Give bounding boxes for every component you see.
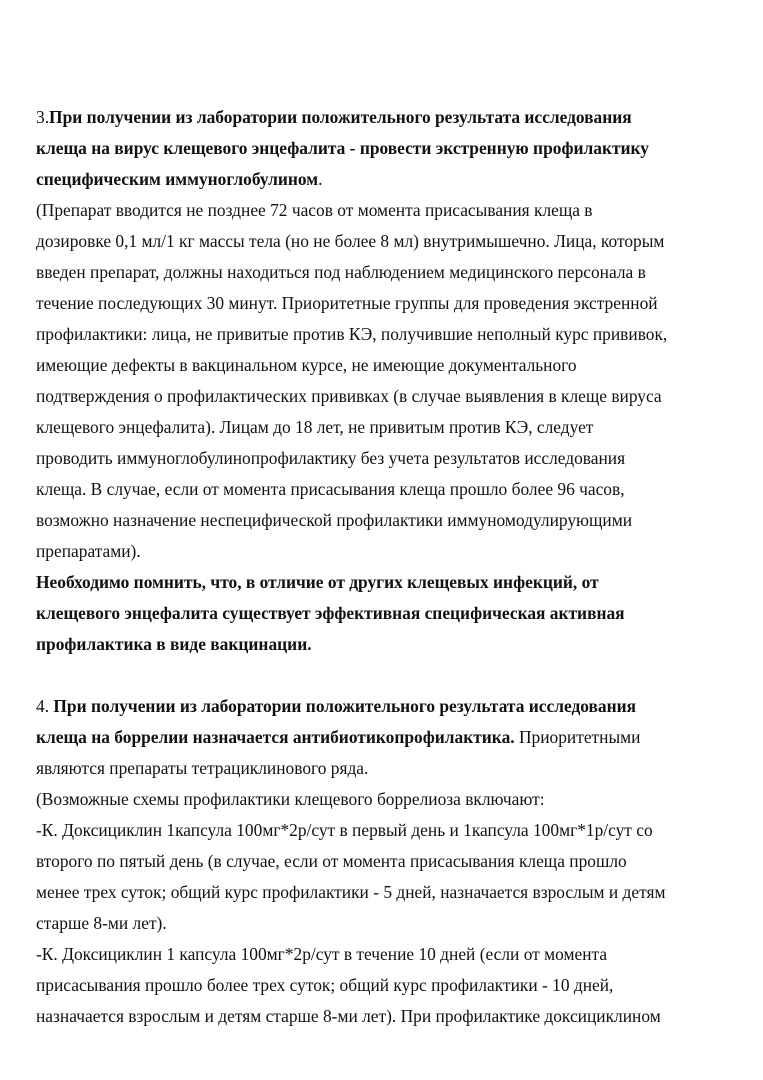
section-4-heading-text: При получении из лаборатории положительного результата исследования bbox=[53, 696, 637, 716]
section-4-body-line: назначается взрослым и детям старше 8-ми лет). При профилактике доксициклином bbox=[36, 1006, 661, 1026]
section-3-body-line: дозировке 0,1 мл/1 кг массы тела (но не более 8 мл) внутримышечно. Лица, которым bbox=[36, 231, 665, 251]
section-3-note-line: профилактика в виде вакцинации. bbox=[36, 634, 312, 654]
section-4-heading-line-1 bbox=[36, 691, 736, 722]
section-4-number: 4. bbox=[36, 696, 50, 716]
section-3-body-line: имеющие дефекты в вакцинальном курсе, не имеющие документального bbox=[36, 355, 577, 375]
section-3-body-line: клещевого энцефалита). Лицам до 18 лет, не привитым против КЭ, следует bbox=[36, 417, 594, 437]
section-3-heading-text: При получении из лаборатории положительного результата исследования bbox=[49, 107, 632, 127]
section-3-body-line: профилактики: лица, не привитые против КЭ, получившие неполный курс прививок, bbox=[36, 324, 668, 344]
section-3-heading-line-2: клеща на вирус клещевого энцефалита - провести экстренную профилактику bbox=[36, 138, 650, 158]
section-4-body-line: (Возможные схемы профилактики клещевого боррелиоза включают: bbox=[36, 789, 545, 809]
section-4-body-line: менее трех суток; общий курс профилактики - 5 дней, назначается взрослым и детям bbox=[36, 882, 666, 902]
section-3-body-line: течение последующих 30 минут. Приоритетные группы для проведения экстренной bbox=[36, 293, 658, 313]
section-4-body-line: -К. Доксициклин 1капсула 100мг*2р/сут в первый день и 1капсула 100мг*1р/сут со bbox=[36, 820, 653, 840]
section-4-heading-line-2: клеща на боррелии назначается антибиотикопрофилактика. Приоритетными bbox=[36, 727, 641, 747]
section-4-body-line: являются препараты тетрациклинового ряда. bbox=[36, 758, 369, 778]
section-3-note-line: Необходимо помнить, что, в отличие от других клещевых инфекций, от bbox=[36, 572, 599, 592]
section-3-body-line: проводить иммуноглобулинопрофилактику без учета результатов исследования bbox=[36, 448, 626, 468]
section-3-body-line: введен препарат, должны находиться под наблюдением медицинского персонала в bbox=[36, 262, 646, 282]
document-text bbox=[36, 102, 736, 1032]
section-4-body-line: второго по пятый день (в случае, если от момента присасывания клеща прошло bbox=[36, 851, 627, 871]
section-4-body-line: -К. Доксициклин 1 капсула 100мг*2р/сут в течение 10 дней (если от момента bbox=[36, 944, 608, 964]
paragraph-spacer bbox=[36, 660, 736, 691]
section-3-body-line: клеща. В случае, если от момента присасывания клеща прошло более 96 часов, bbox=[36, 479, 625, 499]
section-3-heading-line-1 bbox=[36, 102, 736, 133]
section-3-body-line: возможно назначение неспецифической профилактики иммуномодулирующими bbox=[36, 510, 633, 530]
section-3-number: 3. bbox=[36, 107, 50, 127]
section-3-heading-line-3: специфическим иммуноглобулином. bbox=[36, 169, 323, 189]
section-3-body-line: подтверждения о профилактических прививках (в случае выявления в клеще вируса bbox=[36, 386, 662, 406]
section-4-body-line: присасывания прошло более трех суток; общий курс профилактики - 10 дней, bbox=[36, 975, 614, 995]
section-3-body-line: (Препарат вводится не позднее 72 часов от момента присасывания клеща в bbox=[36, 200, 593, 220]
section-3-body-line: препаратами). bbox=[36, 541, 141, 561]
section-4-body-line: старше 8-ми лет). bbox=[36, 913, 167, 933]
section-3-note-line: клещевого энцефалита существует эффективная специфическая активная bbox=[36, 603, 625, 623]
